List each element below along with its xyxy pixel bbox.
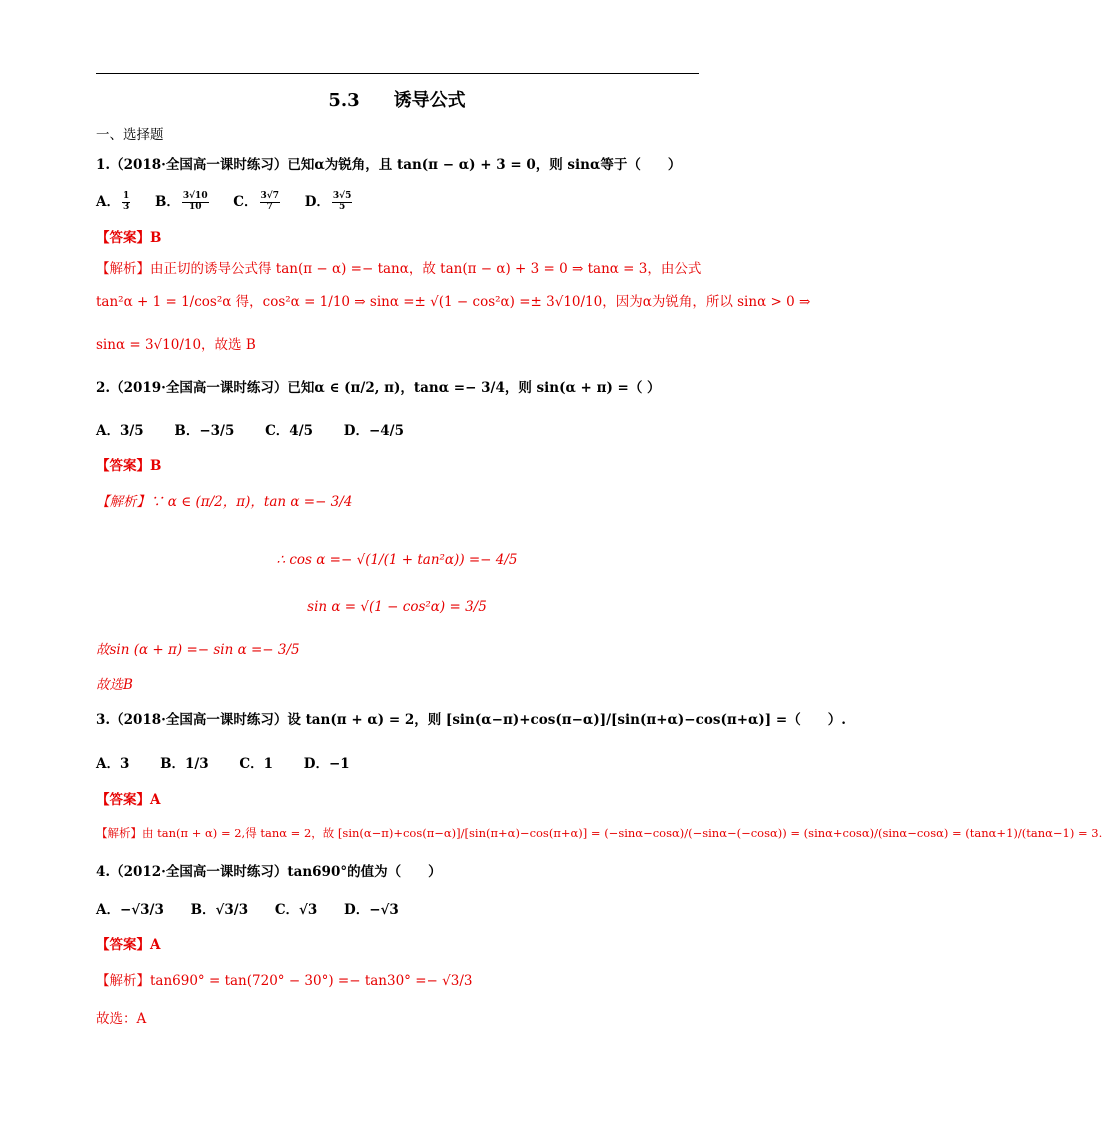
q2-option-c: C．4/5 [265,423,314,439]
q1-option-c: C． $\frac{3√7}{7}$ [233,191,279,212]
q4-explanation-1: 【解析】tan690° = tan(720° − 30°) =− tan30° =− √3/3 [96,973,473,989]
q1-option-a: A． $\frac{1}{3}$ [96,191,130,212]
q2-explanation-4: 故sin (α + π) =− sin α =− 3/5 [96,642,300,658]
q4-option-d: D．−√3 [344,902,399,918]
q2-answer: 【答案】B [96,458,162,474]
q2-explanation-3: sin α = √(1 − cos²α) = 3/5 [307,599,487,615]
q3-answer: 【答案】A [96,792,161,808]
section-number: 5.3 [328,90,360,111]
q4-answer: 【答案】A [96,937,161,953]
q2-option-b: B．−3/5 [174,423,235,439]
q1-stem: 1.（2018·全国高一课时练习）已知α为锐角，且 tan(π − α) + 3 = 0，则 sinα等于（ ） [96,157,682,173]
q3-option-a: A．3 [96,756,130,772]
q2-option-d: D．−4/5 [343,423,404,439]
q2-explanation-5: 故选B [96,677,133,693]
q3-option-b: B．1/3 [160,756,209,772]
q1-answer: 【答案】B [96,230,162,246]
section-title: 诱导公式 [393,90,466,111]
q1-explanation-3: sinα = 3√10/10，故选 B [96,337,256,353]
q1-option-b: B． $\frac{3√10}{10}$ [154,191,208,212]
q4-stem: 4.（2012·全国高一课时练习）tan690°的值为（ ） [96,864,442,880]
q4-explanation-2: 故选：A [96,1011,147,1027]
q4-option-a: A．−√3/3 [96,902,164,918]
q4-option-b: B．√3/3 [190,902,249,918]
q2-options [96,423,404,439]
q2-stem: 2.（2019·全国高一课时练习）已知α ∈ (π/2, π)，tanα =− 3/4，则 sin(α + π) =（ ） [96,380,661,396]
q3-option-d: D．−1 [303,756,350,772]
q2-option-a: A．3/5 [96,423,144,439]
q1-explanation-2: tan²α + 1 = 1/cos²α 得，cos²α = 1/10 ⇒ sinα =± √(1 − cos²α) =± 3√10/10，因为α为锐角，所以 sinα > 0 ⇒ [96,294,811,310]
q4-options [96,902,399,918]
q3-stem: 3.（2018·全国高一课时练习）设 tan(π + α) = 2，则 [sin(α−π)+cos(π−α)]/[sin(π+α)−cos(π+α)] =（ ）. [96,712,846,728]
q2-explanation-2: ∴ cos α =− √(1/(1 + tan²α)) =− 4/5 [276,552,518,568]
q3-options [96,756,350,772]
page-title [0,86,794,112]
q4-option-c: C．√3 [274,902,318,918]
q1-option-d: D． $\frac{3√5}{5}$ [304,191,352,212]
q1-explanation-1: 【解析】由正切的诱导公式得 tan(π − α) =− tanα，故 tan(π − α) + 3 = 0 ⇒ tanα = 3，由公式 [96,261,702,277]
q3-option-c: C．1 [239,756,274,772]
q2-explanation-1: 【解析】∵ α ∈ (π/2，π)，tan α =− 3/4 [96,494,353,510]
section-heading: 一、选择题 [96,127,164,143]
q3-explanation-1: 【解析】由 tan(π + α) = 2,得 tanα = 2，故 [sin(α−π)+cos(π−α)]/[sin(π+α)−cos(π+α)] = (−sinα−cosα)/(−sinα−(−cosα)) = (sinα+cosα)/(sinα−cosα) = (tanα+1)/(tanα−1) = 3. [96,826,1102,840]
q1-options [96,192,372,213]
header-rule [96,73,699,74]
